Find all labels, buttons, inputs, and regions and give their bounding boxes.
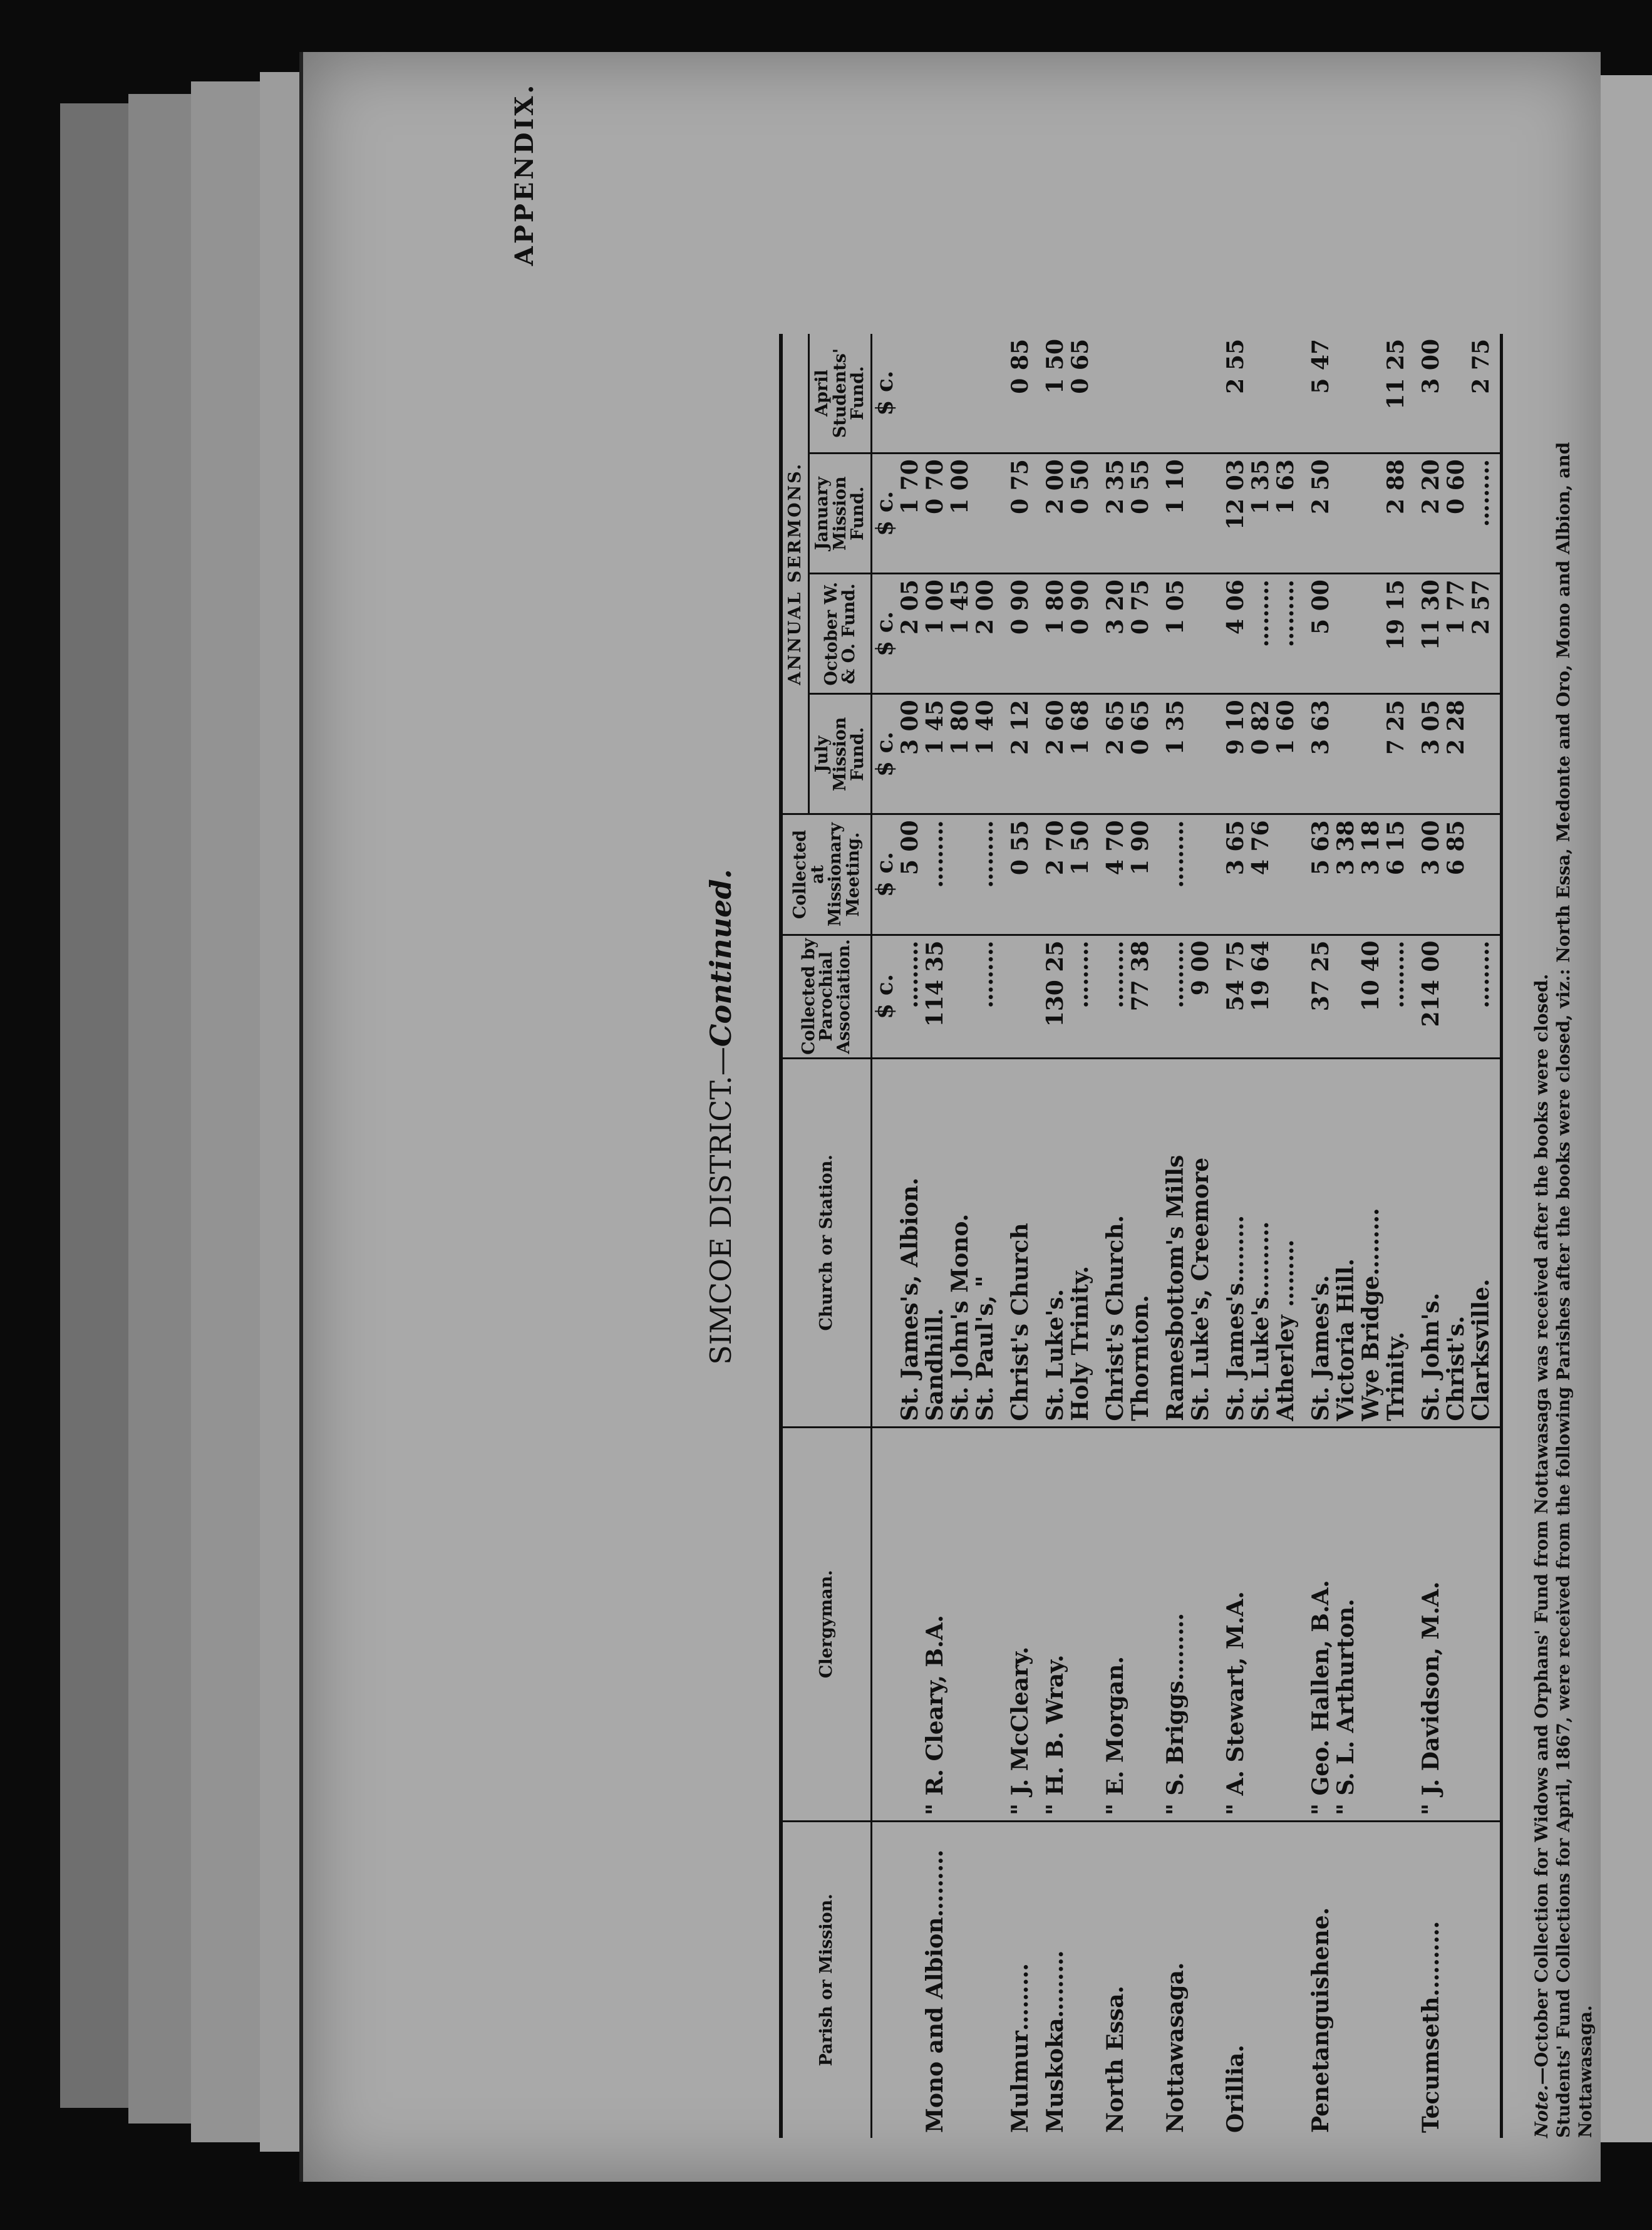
clergyman-cell: " S. Briggs……… [1153, 1427, 1188, 1821]
table-row [1248, 334, 1273, 2138]
clergyman-cell: " S. L. Arthurton. [1333, 1427, 1358, 1821]
table-row [1383, 334, 1408, 2138]
july-cell: 1 60 [1273, 694, 1298, 814]
parochial-cell: ……… [973, 935, 998, 1059]
july-cell: 2 65 [1093, 694, 1128, 814]
unit-label: $ c. [872, 454, 898, 574]
parish-cell [1383, 1821, 1408, 2138]
july-cell: 3 05 [1408, 694, 1443, 814]
parochial-cell: ……… [1068, 935, 1093, 1059]
parochial-cell: ……… [897, 935, 922, 1059]
church-cell: Christ's Church. [1093, 1059, 1128, 1428]
parochial-cell: 37 25 [1298, 935, 1333, 1059]
january-cell [1188, 454, 1213, 574]
parish-cell: Tecumseth.……… [1408, 1821, 1443, 2138]
church-cell: Sandhill. [922, 1059, 947, 1428]
january-cell: 0 60 [1443, 454, 1469, 574]
april-cell: 0 65 [1067, 339, 1094, 394]
april-cell [1443, 334, 1469, 454]
parish-cell [1333, 1821, 1358, 2138]
parish-cell: Nottawasaga. [1153, 1821, 1188, 2138]
parish-cell [973, 1821, 998, 2138]
january-cell: 0 50 [1068, 454, 1093, 574]
church-cell: Holy Trinity. [1068, 1059, 1093, 1428]
july-cell [1469, 694, 1502, 814]
parochial-cell [1443, 935, 1469, 1059]
january-cell: ……… [1469, 454, 1502, 574]
church-cell: Victoria Hill. [1333, 1059, 1358, 1428]
missionary-cell: 4 70 [1093, 814, 1128, 935]
church-cell: St. Luke's.……… [1248, 1059, 1273, 1428]
parish-cell [1358, 1821, 1383, 2138]
header-parish: Parish or Mission. [781, 1821, 872, 2138]
unit-label: $ c. [872, 935, 898, 1059]
parish-cell [1469, 1821, 1502, 2138]
october-cell: 2 05 [897, 574, 922, 694]
april-cell: 5 47 [1308, 339, 1335, 394]
table-row [1213, 334, 1248, 2138]
missionary-cell: 3 00 [1408, 814, 1443, 935]
april-cell [1358, 334, 1383, 454]
april-cell [1153, 334, 1188, 454]
unit-label: $ c. [872, 694, 898, 814]
footnote-text: —October Collection for Widows and Orphans' Fund from Nottawasaga was received after the books were closed. [1531, 973, 1552, 2085]
january-cell: 1 63 [1273, 454, 1298, 574]
july-cell: 7 25 [1383, 694, 1408, 814]
parish-cell: Penetanguishene. [1298, 1821, 1333, 2138]
april-cell: 0 85 [1007, 339, 1034, 394]
april-cell [1188, 334, 1213, 454]
table-row [922, 334, 947, 2138]
october-cell: 3 20 [1093, 574, 1128, 694]
missionary-cell [1469, 814, 1502, 935]
october-cell: 5 00 [1298, 574, 1333, 694]
page-title [704, 52, 738, 2182]
clergyman-cell: " A. Stewart, M.A. [1213, 1427, 1248, 1821]
table-row [973, 334, 998, 2138]
missionary-cell: 3 65 [1213, 814, 1248, 935]
clergyman-cell: " J. McCleary. [998, 1427, 1033, 1821]
parish-cell: Mono and Albion……… [922, 1821, 947, 2138]
table-row [1273, 334, 1298, 2138]
facing-page-edge [1598, 75, 1652, 2142]
july-cell: 3 00 [897, 694, 922, 814]
church-cell: St. John's Mono. [947, 1059, 973, 1428]
missionary-cell: 1 50 [1068, 814, 1093, 935]
parochial-cell: ……… [1093, 935, 1128, 1059]
october-cell: 1 05 [1153, 574, 1188, 694]
july-cell: 1 35 [1153, 694, 1188, 814]
church-cell: St. Luke's, Creemore [1188, 1059, 1213, 1428]
missionary-cell: 5 63 [1298, 814, 1333, 935]
clergyman-cell [1188, 1427, 1213, 1821]
missionary-cell [947, 814, 973, 935]
january-cell: 1 10 [1153, 454, 1188, 574]
clergyman-cell: " Geo. Hallen, B.A. [1298, 1427, 1333, 1821]
july-cell: 1 40 [973, 694, 998, 814]
october-cell: 1 45 [947, 574, 973, 694]
july-cell: 3 63 [1298, 694, 1333, 814]
january-cell: 1 00 [947, 454, 973, 574]
april-cell [897, 334, 922, 454]
october-cell: 4 06 [1213, 574, 1248, 694]
missionary-cell [1188, 814, 1213, 935]
july-cell: 2 60 [1033, 694, 1068, 814]
header-october: October W. & O. Fund. [809, 574, 872, 694]
parochial-cell: 114 35 [922, 935, 947, 1059]
parochial-cell: ……… [1383, 935, 1408, 1059]
parochial-cell: 214 00 [1408, 935, 1443, 1059]
october-cell: 1 00 [922, 574, 947, 694]
header-january: January Mission Fund. [809, 454, 872, 574]
running-header: APPENDIX. [510, 82, 539, 266]
october-cell [1188, 574, 1213, 694]
title-continued: Continued. [704, 869, 738, 1047]
parish-cell [1248, 1821, 1273, 2138]
table-row [1153, 334, 1188, 2138]
october-cell: 0 75 [1128, 574, 1153, 694]
parish-cell [897, 1821, 922, 2138]
parish-cell: Orillia. [1213, 1821, 1248, 2138]
header-april: April Students' Fund. [809, 334, 872, 454]
clergyman-cell [1248, 1427, 1273, 1821]
july-cell: 1 68 [1068, 694, 1093, 814]
header-july: July Mission Fund. [809, 694, 872, 814]
parish-cell [1443, 1821, 1469, 2138]
january-cell: 1 35 [1248, 454, 1273, 574]
table-row [1443, 334, 1469, 2138]
parish-cell: North Essa. [1093, 1821, 1128, 2138]
church-cell: Thornton. [1128, 1059, 1153, 1428]
footnote-2: Students' Fund Collections for April, 1867, were received from the following Parishes after the books were closed, viz.: North Essa, Medonte and Oro, Mono and Albion, and Nottawasaga. [1553, 442, 1596, 2138]
church-cell: St. Luke's. [1033, 1059, 1068, 1428]
january-cell [1333, 454, 1358, 574]
october-cell: 0 90 [1068, 574, 1093, 694]
parish-cell [947, 1821, 973, 2138]
april-cell [1128, 334, 1153, 454]
church-cell: St. John's. [1408, 1059, 1443, 1428]
july-cell: 0 82 [1248, 694, 1273, 814]
january-cell: 2 35 [1093, 454, 1128, 574]
unit-label: $ c. [872, 574, 898, 694]
parish-cell [1188, 1821, 1213, 2138]
clergyman-cell [1358, 1427, 1383, 1821]
church-cell: Atherley ……… [1273, 1059, 1298, 1428]
table-row [1358, 334, 1383, 2138]
january-cell: 2 00 [1033, 454, 1068, 574]
missionary-cell: 4 76 [1248, 814, 1273, 935]
january-cell: 2 20 [1408, 454, 1443, 574]
missionary-cell: 2 70 [1033, 814, 1068, 935]
parochial-cell [1333, 935, 1358, 1059]
header-annual-sermons: ANNUAL SERMONS. [781, 334, 809, 814]
april-cell [947, 334, 973, 454]
july-cell: 1 45 [922, 694, 947, 814]
title-main: SIMCOE DISTRICT.— [704, 1047, 738, 1365]
church-cell: Christ's. [1443, 1059, 1469, 1428]
unit-label: $ c. [872, 814, 898, 935]
july-cell [1358, 694, 1383, 814]
header-parochial: Collected by Parochial Association. [781, 935, 872, 1059]
april-cell [1333, 334, 1358, 454]
parochial-cell: 9 00 [1188, 935, 1213, 1059]
parochial-cell: 130 25 [1033, 935, 1068, 1059]
july-cell [1333, 694, 1358, 814]
table-row [1333, 334, 1358, 2138]
table-row [897, 334, 922, 2138]
missionary-cell: 6 85 [1443, 814, 1469, 935]
table-row [1298, 334, 1333, 2138]
table-row [1469, 334, 1502, 2138]
parish-cell [1273, 1821, 1298, 2138]
missionary-cell: 3 18 [1358, 814, 1383, 935]
clergyman-cell: " H. B. Wray. [1033, 1427, 1068, 1821]
july-cell [1188, 694, 1213, 814]
clergyman-cell: " J. Davidson, M.A. [1408, 1427, 1443, 1821]
clergyman-cell [1469, 1427, 1502, 1821]
july-cell: 1 80 [947, 694, 973, 814]
clergyman-cell: " R. Cleary, B.A. [922, 1427, 947, 1821]
footnotes [1531, 334, 1596, 2138]
january-cell: 0 70 [922, 454, 947, 574]
header-clergyman: Clergyman. [781, 1427, 872, 1821]
april-cell: 3 00 [1418, 339, 1445, 394]
clergyman-cell [1128, 1427, 1153, 1821]
april-cell [1273, 334, 1298, 454]
july-cell: 9 10 [1213, 694, 1248, 814]
october-cell: 1 80 [1033, 574, 1068, 694]
april-cell: 2 55 [1222, 339, 1249, 394]
april-cell [973, 334, 998, 454]
missionary-cell: ……… [922, 814, 947, 935]
table-row [1068, 334, 1093, 2138]
parochial-cell: 54 75 [1213, 935, 1248, 1059]
document-page [299, 52, 1601, 2182]
header-church: Church or Station. [781, 1059, 872, 1428]
church-cell: Wye Bridge……… [1358, 1059, 1383, 1428]
parochial-cell: 19 64 [1248, 935, 1273, 1059]
january-cell: 12 03 [1213, 454, 1248, 574]
missionary-cell: ……… [1153, 814, 1188, 935]
table-row [947, 334, 973, 2138]
clergyman-cell [897, 1427, 922, 1821]
table-row [1188, 334, 1213, 2138]
parochial-cell: ……… [1469, 935, 1502, 1059]
october-cell: ……… [1248, 574, 1273, 694]
table-row [1033, 334, 1068, 2138]
january-cell [1358, 454, 1383, 574]
october-cell: 11 30 [1408, 574, 1443, 694]
january-cell: 0 75 [998, 454, 1033, 574]
missionary-cell: 0 55 [998, 814, 1033, 935]
parochial-cell: ……… [1153, 935, 1188, 1059]
church-cell: Christ's Church [998, 1059, 1033, 1428]
table-row [1128, 334, 1153, 2138]
parochial-cell [998, 935, 1033, 1059]
church-cell: St. James's……… [1213, 1059, 1248, 1428]
missionary-cell: 5 00 [897, 814, 922, 935]
parochial-cell: 77 38 [1128, 935, 1153, 1059]
units-row [872, 334, 898, 2138]
april-cell: 2 75 [1469, 334, 1502, 454]
church-cell: Clarksville. [1469, 1059, 1502, 1428]
january-cell: 1 70 [897, 454, 922, 574]
january-cell: 2 88 [1383, 454, 1408, 574]
clergyman-cell [973, 1427, 998, 1821]
missionary-cell [1273, 814, 1298, 935]
rotated-table-sheet [303, 52, 1601, 2182]
church-cell: Trinity. [1383, 1059, 1408, 1428]
collections-table [779, 334, 1503, 2138]
header-missionary: Collected at Missionary Meeting. [781, 814, 872, 935]
parochial-cell [947, 935, 973, 1059]
july-cell: 2 12 [998, 694, 1033, 814]
parish-cell: Muskoka……… [1033, 1821, 1068, 2138]
april-cell [922, 334, 947, 454]
january-cell [973, 454, 998, 574]
april-cell [1093, 334, 1128, 454]
parish-cell [1128, 1821, 1153, 2138]
church-cell: Ramesbottom's Mills [1153, 1059, 1188, 1428]
clergyman-cell [1068, 1427, 1093, 1821]
missionary-cell: 1 90 [1128, 814, 1153, 935]
church-cell: St. James's. [1298, 1059, 1333, 1428]
clergyman-cell: " E. Morgan. [1093, 1427, 1128, 1821]
january-cell: 0 55 [1128, 454, 1153, 574]
clergyman-cell [1273, 1427, 1298, 1821]
table-row [998, 334, 1033, 2138]
footnote-1 [1531, 334, 1552, 2138]
july-cell: 2 28 [1443, 694, 1469, 814]
footnote-label: Note. [1531, 2085, 1552, 2138]
january-cell: 2 50 [1298, 454, 1333, 574]
church-cell: St. Paul's, " [973, 1059, 998, 1428]
clergyman-cell [1443, 1427, 1469, 1821]
october-cell: 2 00 [973, 574, 998, 694]
october-cell [1333, 574, 1358, 694]
church-cell: St. James's, Albion. [897, 1059, 922, 1428]
october-cell: 2 57 [1469, 574, 1502, 694]
october-cell: 1 77 [1443, 574, 1469, 694]
parish-cell: Mulmur……… [998, 1821, 1033, 2138]
missionary-cell: 6 15 [1383, 814, 1408, 935]
parish-cell [1068, 1821, 1093, 2138]
clergyman-cell [1383, 1427, 1408, 1821]
october-cell: 0 90 [998, 574, 1033, 694]
july-cell: 0 65 [1128, 694, 1153, 814]
table-row [1408, 334, 1443, 2138]
parochial-cell: 10 40 [1358, 935, 1383, 1059]
missionary-cell: 3 38 [1333, 814, 1358, 935]
october-cell [1358, 574, 1383, 694]
unit-label: $ c. [872, 370, 899, 416]
october-cell: 19 15 [1383, 574, 1408, 694]
missionary-cell: ……… [973, 814, 998, 935]
parochial-cell [1273, 935, 1298, 1059]
april-cell [1248, 334, 1273, 454]
april-cell: 11 25 [1383, 339, 1410, 410]
october-cell: ……… [1273, 574, 1298, 694]
april-cell: 1 50 [1042, 339, 1069, 394]
table-row [1093, 334, 1128, 2138]
clergyman-cell [947, 1427, 973, 1821]
